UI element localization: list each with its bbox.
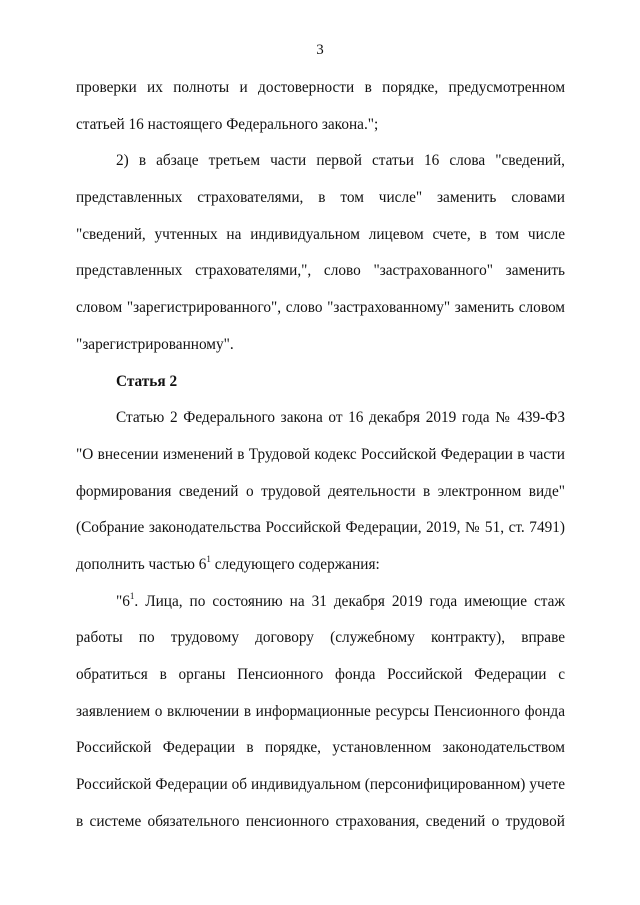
text-line: "О внесении изменений в Трудовой кодекс Российской Федерации в части (76, 445, 565, 463)
text-line: "зарегистрированному". (76, 335, 234, 353)
text-line: Статью 2 Федерального закона от 16 декабря 2019 года № 439-ФЗ (116, 409, 565, 427)
text-line: обратиться в органы Пенсионного фонда Российской Федерации с (76, 666, 565, 683)
text-fragment: "6 (116, 592, 130, 610)
text-line: статьей 16 настоящего Федерального закона."; (76, 115, 379, 133)
text-line: "сведений, учтенных на индивидуальном лицевом счете, в том числе (76, 225, 565, 243)
article-heading (76, 364, 565, 401)
paragraph-item-2 (76, 143, 565, 363)
text-fragment: . Лица, по состоянию на 31 декабря 2019 года имеющие стаж (134, 592, 565, 610)
text-line: Российской Федерации об индивидуальном (персонифицированном) учете (76, 776, 565, 794)
document-body (76, 70, 565, 840)
page-number: 3 (316, 42, 324, 58)
text-line: 2) в абзаце третьем части первой статьи 16 слова "сведений, (116, 152, 565, 170)
text-fragment: дополнить частью 6 (76, 555, 207, 573)
text-line: представленных страхователями,", слово "застрахованного" заменить (76, 262, 565, 280)
text-line: представленных страхователями, в том числе" заменить словами (76, 189, 565, 207)
text-line: работы по трудовому договору (служебному контракту), вправе (76, 629, 565, 647)
paragraph-article-2 (76, 400, 565, 583)
text-line: Российской Федерации в порядке, установленном законодательством (76, 739, 565, 757)
text-line: словом "зарегистрированного", слово "застрахованному" заменить словом (76, 299, 565, 317)
paragraph-part-6-1 (76, 584, 565, 841)
article-heading-text: Статья 2 (116, 372, 178, 390)
text-line: (Собрание законодательства Российской Федерации, 2019, № 51, ст. 7491) (76, 519, 565, 537)
text-line (76, 584, 565, 621)
text-line (76, 547, 565, 584)
paragraph-continuation (76, 70, 565, 143)
superscript: 1 (206, 553, 211, 564)
superscript: 1 (129, 590, 135, 601)
text-fragment: следующего содержания: (210, 555, 380, 573)
text-line: заявлением о включении в информационные ресурсы Пенсионного фонда (76, 702, 565, 720)
text-line: проверки их полноты и достоверности в порядке, предусмотренном (76, 79, 565, 96)
text-line: в системе обязательного пенсионного страхования, сведений о трудовой (76, 812, 565, 830)
text-line: формирования сведений о трудовой деятельности в электронном виде" (76, 482, 565, 500)
